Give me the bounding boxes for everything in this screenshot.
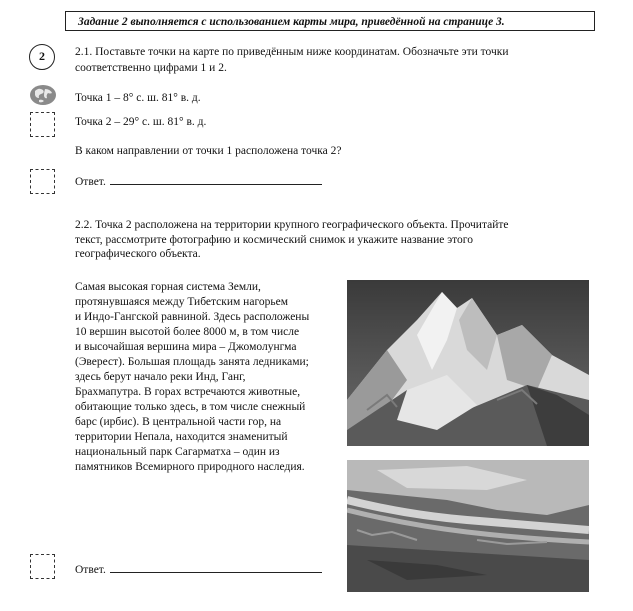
satellite-image xyxy=(347,460,589,592)
answer-label: Ответ. xyxy=(75,176,106,188)
q22-answer xyxy=(75,562,322,576)
text-line: (Эверест). Большая площадь занята ледниками; xyxy=(75,356,309,368)
text-line: и Индо-Гангской равниной. Здесь расположены xyxy=(75,311,310,323)
q21-answer xyxy=(75,174,322,188)
mountain-photo xyxy=(347,280,589,446)
text-line: здесь берут начало реки Инд, Ганг, xyxy=(75,371,246,383)
q22-prompt-line2: текст, рассмотрите фотографию и космический снимок и укажите название этого xyxy=(75,234,473,246)
description-text xyxy=(75,280,337,475)
answer-input-line[interactable] xyxy=(110,174,322,185)
text-line: 10 вершин высотой более 8000 м, в том числе xyxy=(75,326,300,338)
score-box-2[interactable] xyxy=(30,169,55,194)
point-2-coordinates: Точка 2 – 29° с. ш. 81° в. д. xyxy=(75,116,207,128)
text-line: и высочайшая вершина мира – Джомолунгма xyxy=(75,341,297,353)
text-line: памятников Всемирного природного наследия. xyxy=(75,461,305,473)
q22-prompt-line3: географического объекта. xyxy=(75,248,201,260)
point-1-coordinates: Точка 1 – 8° с. ш. 81° в. д. xyxy=(75,92,201,104)
q21-prompt-line2: соответственно цифрами 1 и 2. xyxy=(75,62,227,74)
text-line: Самая высокая горная система Земли, xyxy=(75,281,261,293)
score-box-3[interactable] xyxy=(30,554,55,579)
text-line: территории Непала, находится знаменитый xyxy=(75,431,288,443)
answer-label: Ответ. xyxy=(75,564,106,576)
q21-prompt-line1: 2.1. Поставьте точки на карте по приведённым ниже координатам. Обозначьте эти точки xyxy=(75,46,509,58)
text-line: национальный парк Сагарматха – один из xyxy=(75,446,280,458)
text-line: протянувшаяся между Тибетским нагорьем xyxy=(75,296,288,308)
answer-input-line[interactable] xyxy=(110,562,322,573)
q22-prompt-line1: 2.2. Точка 2 расположена на территории крупного географического объекта. Прочитайте xyxy=(75,219,509,231)
score-box-1[interactable] xyxy=(30,112,55,137)
text-line: Брахмапутра. В горах встречаются животные, xyxy=(75,386,301,398)
task-number-badge: 2 xyxy=(29,44,55,70)
text-line: барс (ирбис). В центральной части гор, на xyxy=(75,416,282,428)
q21-question: В каком направлении от точки 1 расположена точка 2? xyxy=(75,145,342,157)
task-banner: Задание 2 выполняется с использованием карты мира, приведённой на странице 3. xyxy=(65,11,595,31)
text-line: обитающие только здесь, в том числе снежный xyxy=(75,401,306,413)
globe-icon xyxy=(29,84,57,106)
